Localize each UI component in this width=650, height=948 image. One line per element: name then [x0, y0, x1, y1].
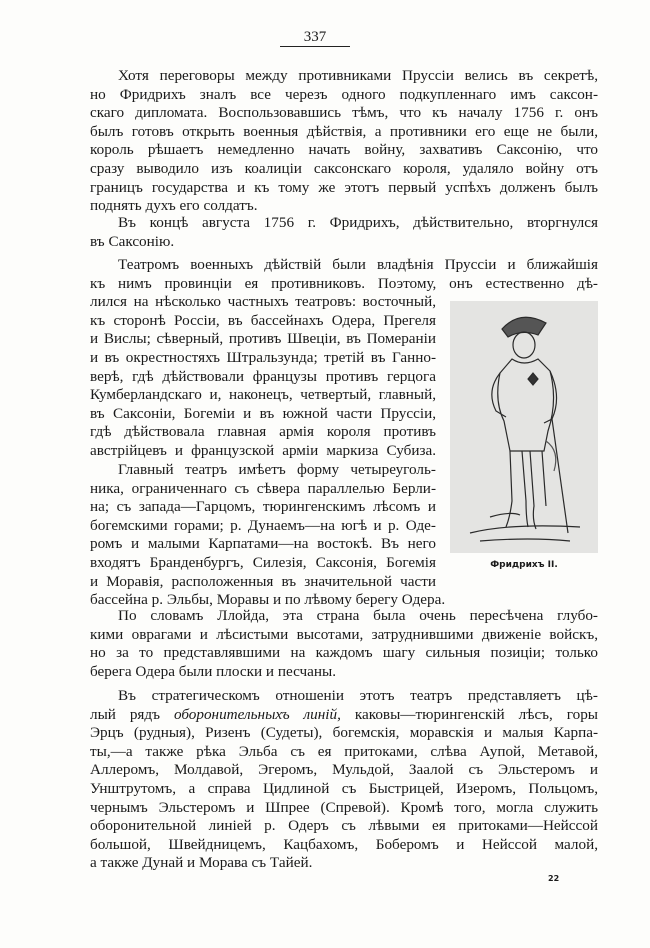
text-line: но за то представлявшими на каждомъ шагу сильныя позиціи; только	[90, 644, 598, 662]
emphasized-text: оборонительныхъ линій,	[173, 705, 341, 723]
figure-caption: Фридрихъ II.	[490, 560, 558, 570]
text-line: австрійцевъ и французской арміи маркиза Субиза.	[90, 441, 436, 459]
text-line: большой, Швейдницемъ, Кацбахомъ, Боберомъ и Нейссой малой,	[90, 835, 598, 853]
text-line: кими оврагами и лѣсистыми высотами, затруднившими движеніе войскъ,	[90, 625, 598, 643]
paragraph-5	[90, 607, 598, 681]
text-line: и Моравія, расположенныя въ значительной части	[90, 572, 436, 590]
paragraph-2	[90, 214, 598, 251]
text-line: былъ готовъ открыть военныя дѣйствія, а противники его еще не были,	[90, 122, 598, 140]
text-line: но Фридрихъ зналъ все черезъ одного подкупленнаго имъ саксон-	[90, 85, 598, 103]
text-line: поднять духъ его солдатъ.	[90, 197, 258, 215]
text-line: Въ стратегическомъ отношеніи этотъ театръ представляетъ цѣ-	[118, 687, 598, 704]
text-line: чернымъ Эльстеромъ и Шпрее (Спревой). Кромѣ того, могла служить	[90, 798, 598, 816]
text-line: къ сторонѣ Россіи, въ бассейнахъ Одера, Прегеля	[90, 311, 436, 329]
text-line: Хотя переговоры между противниками Пруссіи велись въ секретѣ,	[118, 67, 598, 84]
text-line: Въ концѣ августа 1756 г. Фридрихъ, дѣйствительно, вторгнулся	[118, 214, 598, 231]
text-line: По словамъ Ллойда, эта страна была очень пересѣчена глубо-	[118, 607, 598, 624]
text-line: Аллеромъ, Молдавой, Эгеромъ, Мульдой, Заалой съ Эльстеромъ и	[90, 761, 598, 779]
text-line: границъ государства и къ тому же этотъ первый успѣхъ долженъ былъ	[90, 178, 598, 196]
text-line: король рѣшаетъ немедленно начать войну, захвативъ Саксонію, что	[90, 141, 598, 159]
text-line: ромъ и малыми Карпатами—на востокѣ. Въ него	[90, 535, 436, 553]
text-line: сразу выводило изъ коалиціи саксонскаго короля, удаляло войну отъ	[90, 159, 598, 177]
text-line: въ Саксонію.	[90, 232, 175, 250]
text-line: входятъ Бранденбургъ, Силезія, Саксонія, Богемія	[90, 553, 436, 571]
text-line: богемскими горами; р. Дунаемъ—на югѣ и р. Оде-	[90, 516, 436, 534]
portrait-illustration	[450, 301, 598, 553]
text-line: гдѣ дѣйствовала главная армія короля противъ	[90, 423, 436, 441]
text-line: скаго дипломата. Воспользовавшись тѣмъ, что къ началу 1756 г. онъ	[90, 104, 598, 122]
text-line: бассейна р. Эльбы, Моравы и по лѣвому берегу Одера.	[90, 591, 446, 609]
text-line: берега Одера были плоски и песчаны.	[90, 662, 337, 680]
text-line: ты,—а также рѣка Эльба съ ея притоками, слѣва Аупой, Метавой,	[90, 742, 598, 760]
text-line: оборонительной линіей р. Одеръ съ лѣвыми ея притоками—Нейссой	[90, 817, 598, 835]
text-line: въ Саксоніи, Богеміи и въ южной части Пруссіи,	[90, 404, 436, 422]
text-line: Главный театръ имѣетъ форму четыреуголь-	[118, 461, 436, 478]
text-line: Унштрутомъ, а справа Цидлиной съ Быстрицей, Изеромъ, Польцомъ,	[90, 779, 598, 797]
text-line: и въ окрестностяхъ Штральзунда; третій въ Ганно-	[90, 348, 436, 366]
text-line: и Вислы; сѣверный, противъ Швеціи, въ Помераніи	[90, 330, 436, 348]
text-line: Кумберландскаго и, наконецъ, четвертый, главный,	[90, 386, 436, 404]
text-line: Театромъ военныхъ дѣйствій были владѣнія Пруссіи и ближайшія	[118, 256, 598, 273]
page-number: 337	[280, 28, 350, 47]
text-line: Эрцъ (рудныя), Ризенъ (Судеты), богемскія, моравскія и малыя Карпа-	[90, 724, 598, 742]
text-line: лился на нѣсколько частныхъ театровъ: восточный,	[90, 293, 436, 311]
paragraph-1	[90, 67, 598, 216]
text-line: на; съ запада—Гарцомъ, тюрингенскимъ лѣсомъ и	[90, 498, 436, 516]
text-line: къ нимъ провинціи ея противниковъ. Поэтому, онъ естественно дѣ-	[90, 274, 598, 292]
signature-mark: 22	[548, 874, 560, 883]
text-line: лый рядъ оборонительныхъ линій, каковы—тюрингенскій лѣсъ, горы	[90, 705, 599, 723]
text-line: верѣ, гдѣ дѣйствовали французы противъ герцога	[90, 367, 436, 385]
text-line: ника, ограниченнаго съ сѣвера параллелью Берли-	[90, 479, 436, 497]
paragraph-6	[90, 687, 598, 873]
text-line: а также Дунай и Морава съ Тайей.	[90, 854, 313, 872]
